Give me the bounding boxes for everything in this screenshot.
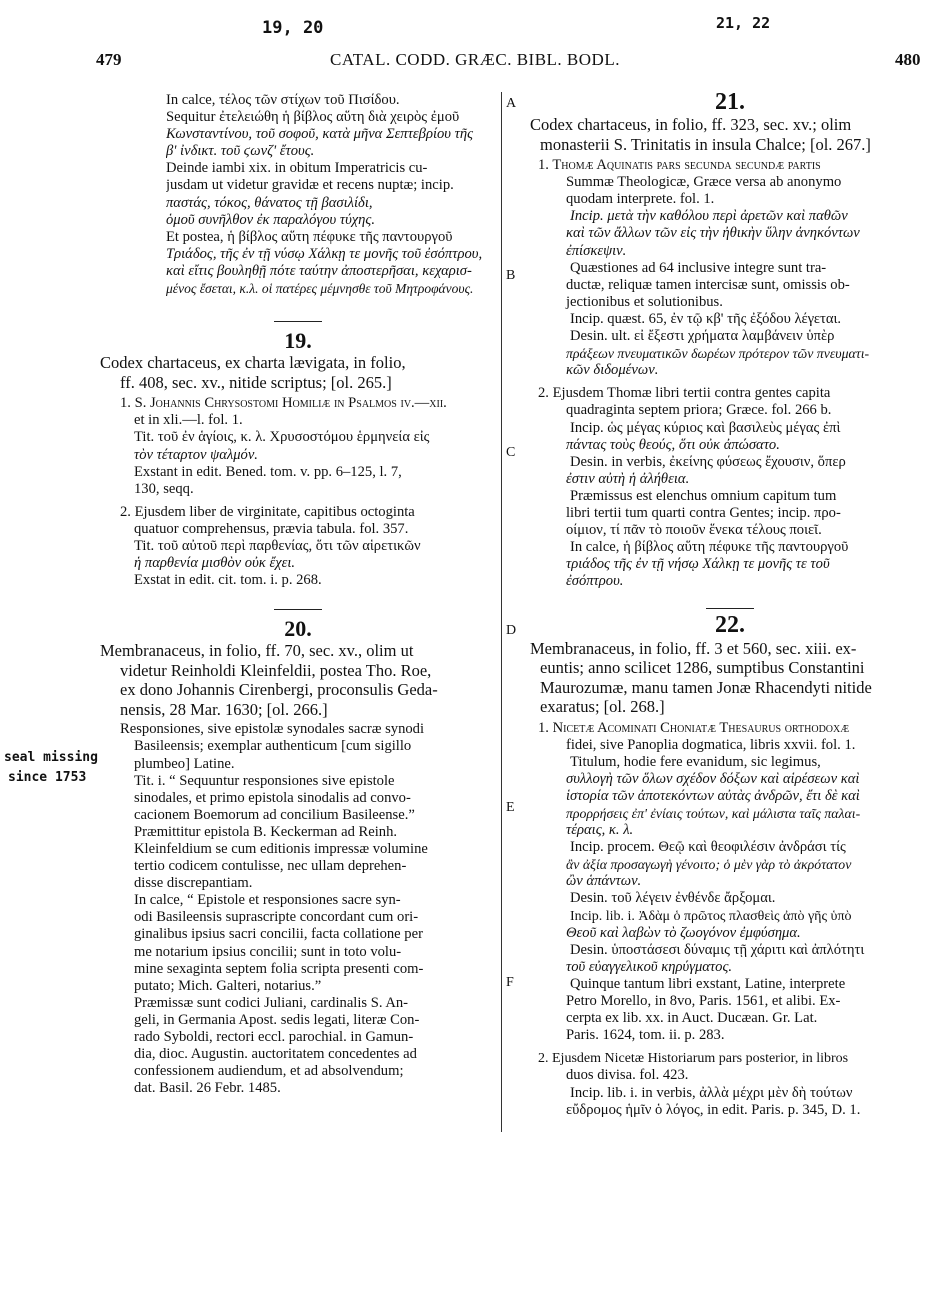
text-line: συλλογὴ τῶν ὅλων σχέδον δόξων καὶ αἱρέσεων καὶ: [566, 770, 860, 787]
codex-22-description: [530, 639, 930, 717]
codex-21-number: 21.: [715, 89, 745, 115]
text-line: Petro Morello, in 8vo, Paris. 1561, et alibi. Ex-: [566, 993, 841, 1010]
text-line: ex dono Johannis Cirenbergi, proconsulis Geda-: [120, 680, 438, 700]
text-line: In calce, “ Epistole et responsiones sacre syn-: [134, 892, 401, 909]
text-line: παστάς, τόκος, θάνατος τῇ βασιλίδι,: [166, 194, 373, 211]
text-line: nensis, 28 Mar. 1630; [ol. 266.]: [120, 699, 328, 719]
text-line: libri tertii tum quarti contra Gentes; incip. προ-: [566, 504, 841, 521]
codex-20-items: [100, 721, 496, 1097]
text-line: Desin. in verbis, ἐκείνης φύσεως ἔχουσιν, ὅπερ: [570, 453, 846, 470]
text-line: quodam interprete. fol. 1.: [566, 191, 715, 208]
text-line: Et postea, ἡ βίβλος αὕτη πέφυκε τῆς παντουργοῦ: [166, 228, 453, 245]
margin-letter-d: D: [506, 623, 517, 638]
text-line: τέραις, κ. λ.: [566, 822, 634, 839]
text-line: jusdam ut videtur gravidæ et recens nuptæ; incip.: [166, 177, 454, 194]
text-line: οίμιον, τί πᾶν τὸ ποιοῦν ἕνεκα τέλους ποιεῖ.: [566, 522, 822, 539]
margin-letter-a: A: [506, 96, 517, 111]
margin-letter-f: F: [506, 975, 514, 990]
text-line: ἐστιν αὐτὴ ἡ ἀλήθεια.: [566, 470, 690, 487]
column-rule: [501, 92, 502, 1132]
codex-19-items: [100, 395, 496, 589]
text-line: Præmissæ sunt codici Juliani, cardinalis S. An-: [134, 994, 409, 1011]
text-line: Membranaceus, in folio, ff. 70, sec. xv., olim ut: [100, 641, 414, 661]
text-line: putato; Mich. Galteri, notarius.”: [134, 977, 322, 994]
codex-20-number: 20.: [284, 616, 312, 642]
text-line: Quæstiones ad 64 inclusive integre sunt tra-: [570, 259, 827, 276]
codex-19-number: 19.: [284, 328, 312, 354]
text-line: Paris. 1624, tom. ii. p. 283.: [566, 1027, 725, 1044]
text-line: Incip. lib. i. Ἀδὰμ ὁ πρῶτος πλασθεὶς ἀπὸ γῆς ὑπὸ: [570, 908, 852, 924]
codex-22-number: 22.: [715, 612, 745, 639]
text-line: ginalibus ipsius sacri concilii, facta collatione per: [134, 926, 423, 943]
margin-letter-e: E: [506, 800, 515, 815]
codex-21-items: [530, 157, 930, 590]
text-line: πάντας τοὺς θεούς, ὅτι οὐκ ἀπώσατο.: [566, 436, 780, 453]
text-line: καὶ τῶν ἄλλων τῶν εἰς τὴν ἠθικὴν ὕλην ἀνηκόντων: [566, 225, 860, 242]
text-line: Maurozumæ, manu tamen Jonæ Rhacendyti nitide: [540, 677, 872, 697]
running-header: CATAL. CODD. GRÆC. BIBL. BODL.: [330, 50, 620, 69]
text-line: κῶν διδομένων.: [566, 362, 659, 379]
text-line: τριάδος τῆς ἐν τῇ νήσῳ Χάλκῃ τε μονῆς τε τοῦ: [566, 556, 830, 573]
text-line: Desin. ult. εἰ ἔξεστι χρήματα λαμβάνειν ὑπὲρ: [570, 328, 835, 345]
handwritten-margin-note-2: since 1753: [8, 770, 87, 785]
text-line: ἐσόπτρου.: [566, 573, 624, 590]
text-line: Incip. μετὰ τὴν καθόλου περὶ ἀρετῶν καὶ παθῶν: [570, 208, 848, 225]
text-line: Deinde iambi xix. in obitum Imperatricis cu-: [166, 160, 428, 177]
handwritten-margin-note-1: seal missing: [4, 750, 98, 765]
text-line: 2. Ejusdem Nicetæ Historiarum pars posterior, in libros: [538, 1051, 849, 1067]
text-line: Desin. τοῦ λέγειν ἐνθένδε ἄρξομαι.: [570, 890, 776, 907]
text-line: Kleinfeldium se cum editionis impressæ volumine: [134, 841, 428, 857]
handwritten-right-top: 21, 22: [716, 14, 771, 32]
margin-letter-c: C: [506, 445, 516, 460]
text-line: προρρήσεις ἐπ' ἐνίαις τούτων, καὶ μάλιστα ταῖς παλαι-: [566, 806, 861, 821]
left-column: [100, 92, 496, 1097]
text-line: ὢν ἁπάντων.: [566, 873, 642, 890]
text-line: ἐπίσκεψιν.: [566, 242, 627, 259]
text-line: Incip. procem. Θεῷ καὶ θεοφιλέσιν ἀνδράσι τίς: [570, 839, 846, 856]
text-line: ἂν ἀξία προσαγωγὴ γένοιτο; ὁ μὲν γὰρ τὸ ἀκρότατον: [566, 857, 852, 873]
page-number-left: 479: [96, 50, 122, 69]
text-line: monasterii S. Trinitatis in insula Chalce; [ol. 267.]: [540, 134, 871, 154]
text-line: Præmissus est elenchus omnium capitum tum: [570, 487, 837, 504]
text-line: Membranaceus, in folio, ff. 3 et 560, sec. xiii. ex-: [530, 638, 857, 658]
text-line: Codex chartaceus, ex charta lævigata, in folio,: [100, 353, 406, 373]
text-line: Tit. τοῦ ἐν ἁγίοις, κ. λ. Χρυσοστόμου ἑρμηνεία εἰς: [134, 429, 430, 446]
text-line: Κωνσταντίνου, τοῦ σοφοῦ, κατὰ μῆνα Σεπτεβρίου τῆς: [166, 126, 474, 143]
right-column: [530, 89, 930, 1119]
text-line: Responsiones, sive epistolæ synodales sacræ synodi: [120, 721, 425, 738]
text-line: Sequitur ἐτελειώθη ἡ βίβλος αὕτη διὰ χειρὸς ἐμοῦ: [166, 109, 460, 126]
text-line: 1. Thomæ Aquinatis pars secunda secundæ partis: [538, 157, 821, 174]
text-line: Incip. ὡς μέγας κύριος καὶ βασιλεὺς μέγας ἐπὶ: [570, 419, 841, 436]
codex-20-description: [100, 641, 496, 719]
text-line: tertio codicem contulisse, nec ullam deprehen-: [134, 858, 407, 875]
text-line: Τριάδος, τῆς ἐν τῇ νύσῳ Χάλκῃ τε μονῆς τοῦ ἐσόπτρου,: [166, 245, 483, 262]
text-line: 2. Ejusdem liber de virginitate, capitibus octoginta: [120, 503, 415, 520]
text-line: πράξεων πνευματικῶν δωρέων πρότερον τῶν πνευματι-: [566, 346, 870, 362]
text-line: Quinque tantum libri exstant, Latine, interprete: [570, 975, 846, 992]
text-line: dia, dioc. Augustin. auctoritatem concedentes ad: [134, 1046, 417, 1063]
text-line: 2. Ejusdem Thomæ libri tertii contra gentes capita: [538, 385, 831, 402]
text-line: mine sexaginta septem folia scripta presenti com-: [134, 960, 424, 977]
text-line: euntis; anno scilicet 1286, sumptibus Constantini: [540, 658, 865, 678]
text-line: Basileensis; exemplar authenticum [cum sigillo: [134, 738, 412, 755]
text-line: et in xli.—l. fol. 1.: [134, 412, 243, 429]
text-line: 1. S. Johannis Chrysostomi Homiliæ in Psalmos iv.—xii.: [120, 395, 447, 412]
text-line: τὸν τέταρτον ψαλμόν.: [134, 446, 258, 463]
text-line: τοῦ εὐαγγελικοῦ κηρύγματος.: [566, 958, 733, 975]
text-line: 130, seqq.: [134, 480, 194, 497]
text-line: duos divisa. fol. 423.: [566, 1067, 689, 1084]
text-line: Θεοῦ καὶ λαβὼν τὸ ζωογόνον ἐμφύσημα.: [566, 924, 801, 941]
handwritten-left-top: 19, 20: [262, 18, 324, 38]
text-line: confessionem audiendum, et ad absolvendum;: [134, 1063, 404, 1080]
text-line: εὔδρομος ἡμῖν ὁ λόγος, in edit. Paris. p. 345, D. 1.: [566, 1101, 861, 1118]
text-line: me notarium ipsius concilii; sunt in toto volu-: [134, 943, 402, 960]
text-line: Præmittitur epistola B. Keckerman ad Reinh.: [134, 823, 398, 840]
section-rule: [706, 608, 754, 609]
codex-22-items: [530, 720, 930, 1119]
text-line: ἱστορία τῶν ἀποτεκόντων αὐτὰς ἀνδρῶν, ἔτι δὲ καὶ: [566, 787, 860, 804]
codex-19-description: [100, 353, 496, 392]
text-line: rado Syboldi, rectori eccl. parochial. in Gamun-: [134, 1029, 414, 1046]
page-number-right: 480: [895, 50, 921, 69]
text-line: Codex chartaceus, in folio, ff. 323, sec. xv.; olim: [530, 115, 852, 135]
text-line: Desin. ὑποστάσεσι δύναμις τῇ χάριτι καὶ ἀπλότητι: [570, 941, 865, 958]
text-line: Titulum, hodie fere evanidum, sic legimus,: [570, 753, 821, 770]
text-line: ὁμοῦ συνῆλθον ἐκ παραλόγου τύχης.: [166, 211, 375, 228]
text-line: cacionem Boemorum ad concilium Basileense.”: [134, 806, 415, 823]
text-line: odi Basileensis suprascripte concordant cum ori-: [134, 909, 419, 926]
text-line: Incip. quæst. 65, ἐν τῷ κβ' τῆς ἐξόδου λέγεται.: [570, 310, 842, 327]
text-line: jectionibus et solutionibus.: [566, 293, 723, 310]
section-rule: [274, 321, 322, 322]
text-line: sinodales, et primo epistola sinodalis ad convo-: [134, 789, 411, 806]
text-line: Summæ Theologicæ, Græce versa ab anonymo: [566, 174, 842, 191]
text-line: Exstat in edit. cit. tom. i. p. 268.: [134, 572, 322, 589]
text-line: In calce, τέλος τῶν στίχων τοῦ Πισίδου.: [166, 92, 400, 108]
text-line: videtur Reinholdi Kleinfeldii, postea Tho. Roe,: [120, 660, 432, 680]
text-line: plumbeo] Latine.: [134, 755, 235, 772]
text-line: disse discrepantiam.: [134, 875, 253, 892]
text-line: cerpta ex lib. xx. in Auct. Ducæan. Gr. Lat.: [566, 1010, 818, 1027]
text-line: μένος ἔσεται, κ.λ. οἱ πατέρες μέμνησθε τοῦ Μητροφάνους.: [166, 281, 474, 297]
text-line: Tit. τοῦ αὐτοῦ περὶ παρθενίας, ὅτι τῶν αἱρετικῶν: [134, 537, 421, 554]
margin-letter-b: B: [506, 268, 516, 283]
text-line: exaratus; [ol. 268.]: [540, 697, 665, 717]
text-line: Tit. i. “ Sequuntur responsiones sive epistole: [134, 772, 395, 789]
section-rule: [274, 609, 322, 610]
text-line: β' ἰνδικτ. τοῦ ϛωνζ' ἔτους.: [166, 143, 315, 160]
left-intro: [100, 92, 496, 297]
text-line: ἡ παρθενία μισθὸν οὐκ ἔχει.: [134, 555, 296, 572]
codex-21-description: [530, 115, 930, 154]
text-line: καὶ εἴτις βουληθῇ πότε ταύτην ἀποστερῆσαι, κεχαρισ-: [166, 262, 472, 279]
text-line: ff. 408, sec. xv., nitide scriptus; [ol. 265.]: [120, 372, 392, 392]
text-line: quadraginta septem priora; Græce. fol. 266 b.: [566, 402, 832, 419]
text-line: In calce, ἡ βίβλος αὕτη πέφυκε τῆς παντουργοῦ: [570, 539, 849, 556]
text-line: Exstant in edit. Bened. tom. v. pp. 6–125, l. 7,: [134, 463, 402, 480]
text-line: dat. Basil. 26 Febr. 1485.: [134, 1080, 281, 1097]
text-line: ductæ, reliquæ tamen intercisæ sunt, omissis ob-: [566, 276, 850, 293]
text-line: Incip. lib. i. in verbis, ἀλλὰ μέχρι μὲν δὴ τούτων: [570, 1084, 853, 1101]
text-line: quatuor comprehensus, prævia tabula. fol. 357.: [134, 520, 409, 537]
text-line: 1. Nicetæ Acominati Choniatæ Thesaurus orthodoxæ: [538, 719, 850, 736]
text-line: fidei, sive Panoplia dogmatica, libris xxvii. fol. 1.: [566, 736, 856, 753]
text-line: geli, in Germania Apost. sedis legati, literæ Con-: [134, 1011, 420, 1028]
